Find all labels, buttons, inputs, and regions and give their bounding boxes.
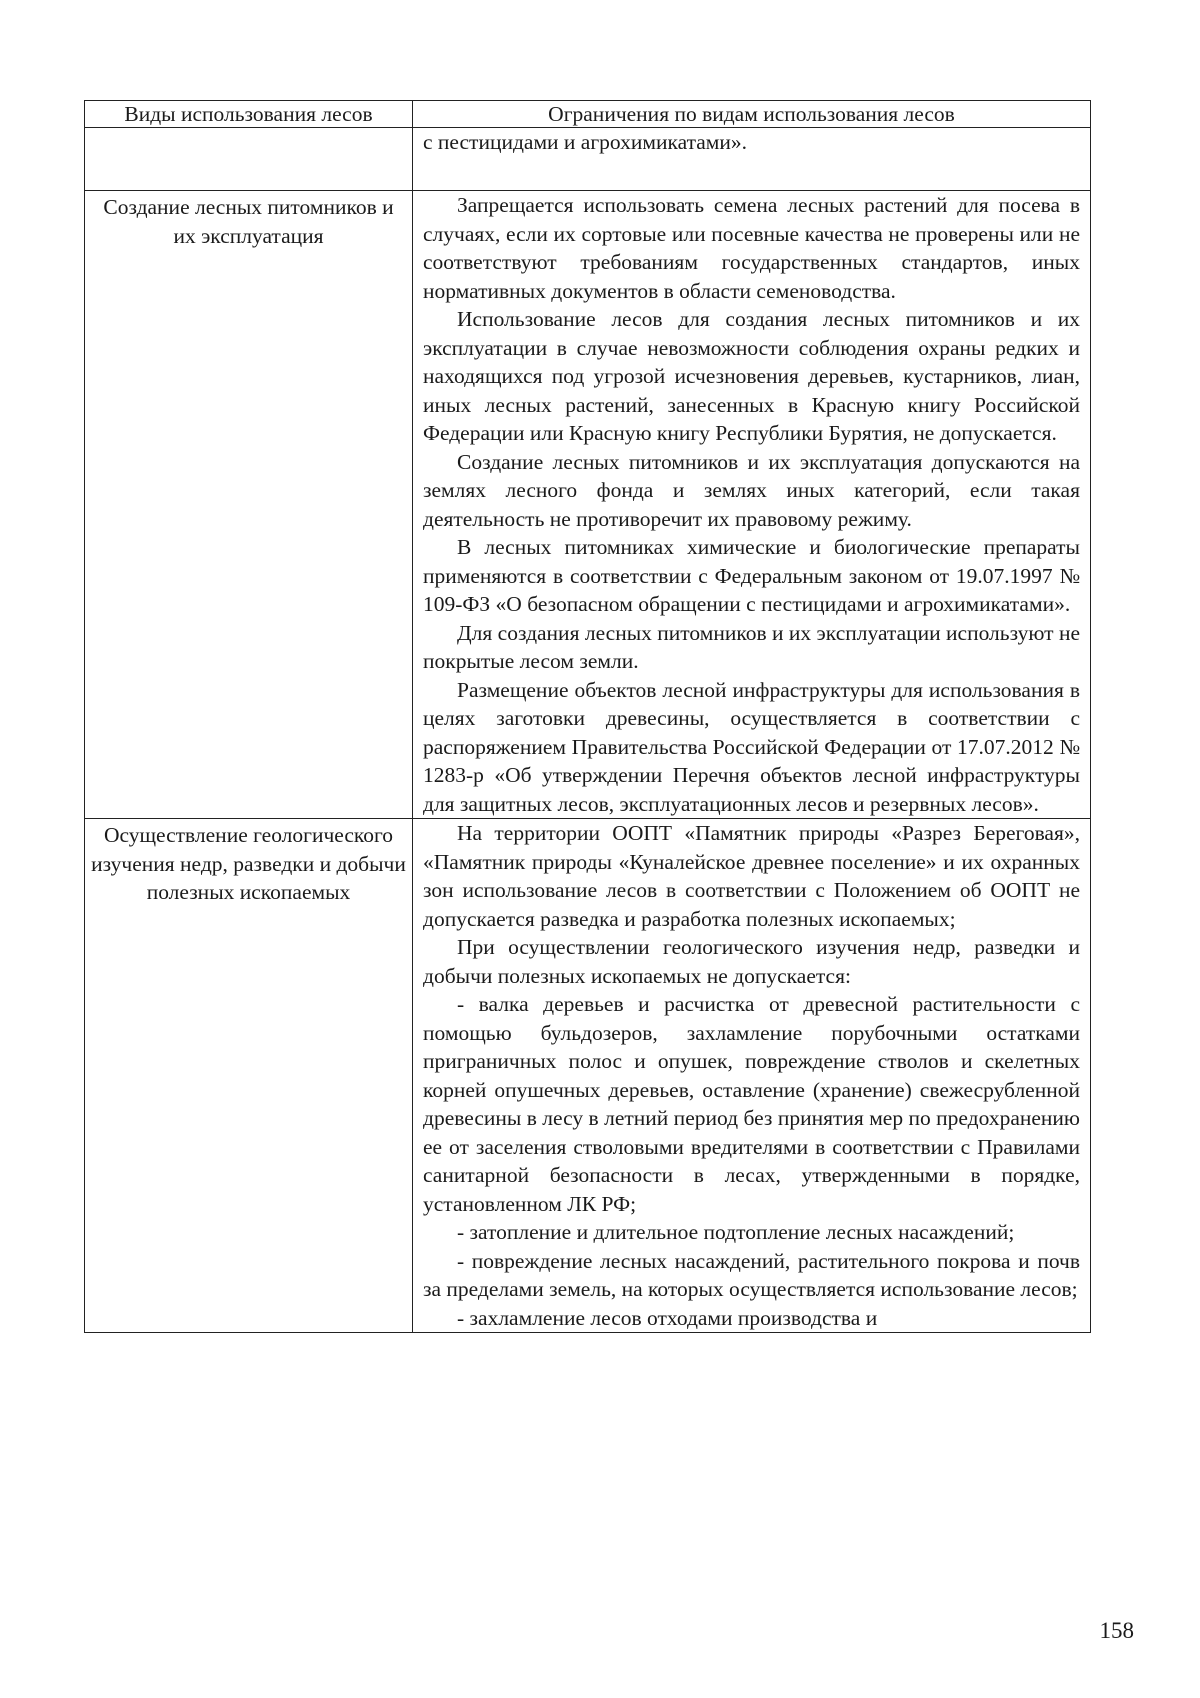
table-header-row — [85, 101, 1091, 128]
usage-type-label: Создание лесных питомников и их эксплуатация — [103, 195, 394, 248]
restriction-list-item: - затопление и длительное подтопление лесных насаждений; — [457, 1220, 1015, 1244]
restriction-paragraph: Использование лесов для создания лесных питомников и их эксплуатации в случае невозможности соблюдения охраны редких и находящихся под угрозой исчезновения деревьев, кустарников, лиан, иных лесных растений, занесенных в Красную книгу Российской Федерации или Красную книгу Республики Бурятия, не допускается. — [423, 307, 1080, 445]
restriction-list-item: - повреждение лесных насаждений, растительного покрова и почв за пределами земель, на которых осуществляется использование лесов; — [423, 1248, 1080, 1301]
restriction-paragraph: При осуществлении геологического изучения недр, разведки и добычи полезных ископаемых не допускается: — [423, 935, 1080, 988]
restrictions-cell — [413, 819, 1091, 1333]
restriction-paragraph: Запрещается использовать семена лесных растений для посева в случаях, если их сортовые или посевные качества не проверены или не соответствуют требованиям государственных стандартов, иных нормативных документов в области семеноводства. — [423, 193, 1080, 303]
restriction-paragraph: Размещение объектов лесной инфраструктуры для использования в целях заготовки древесины, осуществляется в соответствии с распоряжением Правительства Российской Федерации от 17.07.2012 № 1283-р «Об утверждении Перечня объектов лесной инфраструктуры для защитных лесов, эксплуатационных лесов и резервных лесов». — [423, 677, 1080, 816]
restriction-list-item: - захламление лесов отходами производства и — [457, 1305, 878, 1330]
usage-type-label: Осуществление геологического изучения недр, разведки и добычи полезных ископаемых — [91, 823, 406, 904]
table-row-continuation — [85, 128, 1091, 191]
table-row — [85, 191, 1091, 819]
continuation-cell — [413, 128, 1091, 191]
usage-type-cell — [85, 191, 413, 819]
restriction-list-item: - валка деревьев и расчистка от древесной растительности с помощью бульдозеров, захламление порубочными остатками приграничных полос и опушек, повреждение стволов и скелетных корней опушечных деревьев, оставление (хранение) свежесрубленной древесины в лесу в летний период без принятия мер по предохранению ее от заселения стволовыми вредителями в соответствии с Правилами санитарной безопасности в лесах, утвержденными в порядке, установленном ЛК РФ; — [423, 992, 1080, 1216]
restrictions-cell — [413, 191, 1091, 819]
restriction-paragraph: Для создания лесных питомников и их эксплуатации используют не покрытые лесом земли. — [423, 620, 1080, 673]
page-number: 158 — [1099, 1618, 1134, 1643]
continuation-text: с пестицидами и агрохимикатами». — [423, 130, 748, 154]
restriction-paragraph: На территории ООПТ «Памятник природы «Разрез Береговая», «Памятник природы «Куналейское древнее поселение» и их охранных зон использование лесов в соответствии с Положением об ООПТ не допускается разведка и разработка полезных ископаемых; — [423, 821, 1080, 931]
continuation-empty-cell — [85, 128, 413, 191]
usage-type-cell — [85, 819, 413, 1333]
restrictions-table — [84, 100, 1091, 1333]
table-row — [85, 819, 1091, 1333]
column-header-usage-types: Виды использования лесов — [85, 101, 413, 128]
restriction-paragraph: Создание лесных питомников и их эксплуатация допускаются на землях лесного фонда и землях иных категорий, если такая деятельность не противоречит их правовому режиму. — [423, 449, 1080, 531]
restriction-paragraph: В лесных питомниках химические и биологические препараты применяются в соответствии с Федеральным законом от 19.07.1997 № 109-ФЗ «О безопасном обращении с пестицидами и агрохимикатами». — [423, 535, 1080, 616]
column-header-restrictions: Ограничения по видам использования лесов — [413, 101, 1091, 128]
